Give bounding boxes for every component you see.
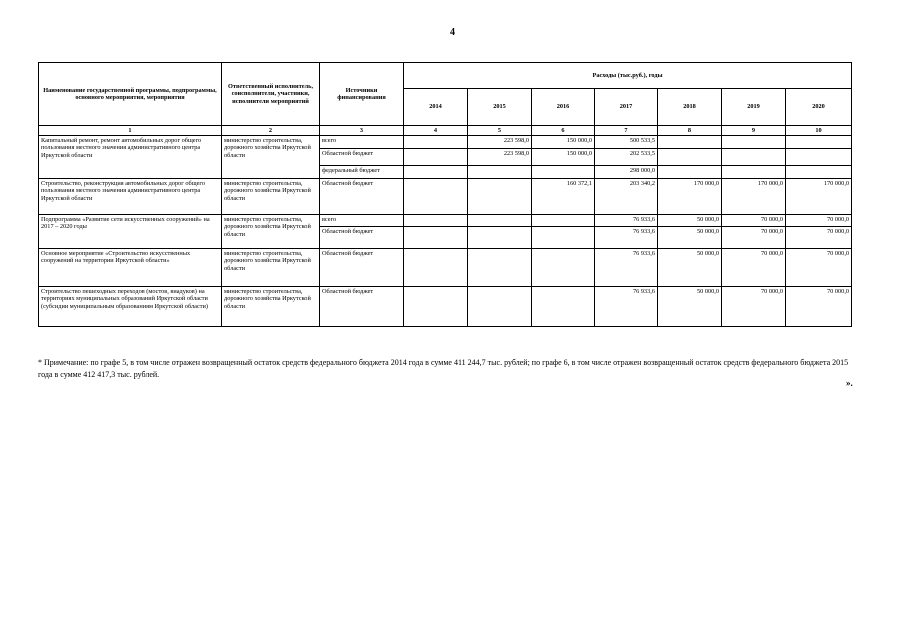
row-value — [404, 136, 468, 149]
row-value: 70 000,0 — [722, 249, 786, 287]
row-value: 150 000,0 — [532, 136, 595, 149]
row-value: 223 598,0 — [468, 149, 532, 166]
header-executor: Ответственный исполнитель, соисполнители, участники, исполнители мероприятий — [222, 63, 320, 126]
header-year: 2019 — [722, 89, 786, 126]
row-value: 50 000,0 — [658, 227, 722, 249]
row-value — [786, 149, 852, 166]
row-value — [532, 215, 595, 227]
row-value — [658, 149, 722, 166]
row-value — [468, 166, 532, 179]
row-value: 50 000,0 — [658, 249, 722, 287]
row-value — [468, 179, 532, 215]
row-source: всего — [320, 215, 404, 227]
row-value: 76 933,6 — [595, 215, 658, 227]
row-value: 76 933,6 — [595, 287, 658, 327]
row-value — [786, 136, 852, 149]
row-value — [404, 249, 468, 287]
row-value: 223 598,0 — [468, 136, 532, 149]
column-number: 8 — [658, 126, 722, 136]
header-year: 2020 — [786, 89, 852, 126]
column-number: 5 — [468, 126, 532, 136]
row-value — [532, 287, 595, 327]
row-value: 70 000,0 — [786, 249, 852, 287]
table-row — [39, 249, 852, 287]
header-year: 2018 — [658, 89, 722, 126]
row-value — [658, 166, 722, 179]
row-value — [532, 227, 595, 249]
row-value: 500 533,5 — [595, 136, 658, 149]
row-value — [722, 136, 786, 149]
header-year: 2016 — [532, 89, 595, 126]
table-row — [39, 179, 852, 215]
row-value: 76 933,6 — [595, 227, 658, 249]
row-executor: министерство строительства, дорожного хозяйства Иркутской области — [222, 249, 320, 287]
header-expenses: Расходы (тыс.руб.), годы — [404, 63, 852, 89]
page-number: 4 — [450, 27, 455, 38]
row-value — [532, 249, 595, 287]
row-value: 298 000,0 — [595, 166, 658, 179]
row-value — [532, 166, 595, 179]
table-row — [39, 215, 852, 227]
row-value: 70 000,0 — [722, 227, 786, 249]
row-source: Областной бюджет — [320, 149, 404, 166]
row-value: 70 000,0 — [786, 287, 852, 327]
row-value — [468, 227, 532, 249]
row-executor: министерство строительства, дорожного хозяйства Иркутской области — [222, 179, 320, 215]
row-value: 170 000,0 — [786, 179, 852, 215]
footnote: * Примечание: по графе 5, в том числе отражен возвращенный остаток средств федерального бюджета 2014 года в сумме 411 244,7 тыс. рублей; по графе 6, в том числе отражен возвращенный остаток средств федерального бюджета 2015 года в сумме 412 417,3 тыс. рублей. — [38, 358, 849, 379]
row-value — [658, 136, 722, 149]
row-name: Строительство, реконструкция автомобильных дорог общего пользования местного значения административного центра Иркутской области — [39, 179, 222, 215]
row-value: 203 340,2 — [595, 179, 658, 215]
column-number: 3 — [320, 126, 404, 136]
row-name: Строительство пешеходных переходов (мостов, виадуков) на территориях муниципальных образований Иркутской области (субсидии муниципальным образованиям Иркутской области) — [39, 287, 222, 327]
row-value: 170 000,0 — [722, 179, 786, 215]
row-source: Областной бюджет — [320, 179, 404, 215]
column-number: 7 — [595, 126, 658, 136]
row-value: 170 000,0 — [658, 179, 722, 215]
row-name: Основное мероприятие «Строительство искусственных сооружений на территории Иркутской области» — [39, 249, 222, 287]
column-number: 10 — [786, 126, 852, 136]
row-value — [404, 287, 468, 327]
row-source: всего — [320, 136, 404, 149]
row-value: 70 000,0 — [722, 215, 786, 227]
row-source: Областной бюджет — [320, 287, 404, 327]
row-value: 50 000,0 — [658, 287, 722, 327]
row-value: 150 000,0 — [532, 149, 595, 166]
row-value — [722, 166, 786, 179]
header-source: Источники финансирования — [320, 63, 404, 126]
row-value — [404, 215, 468, 227]
row-executor: министерство строительства, дорожного хозяйства Иркутской области — [222, 287, 320, 327]
row-source: Областной бюджет — [320, 227, 404, 249]
row-value — [468, 215, 532, 227]
row-value: 70 000,0 — [722, 287, 786, 327]
row-value — [404, 227, 468, 249]
column-number: 2 — [222, 126, 320, 136]
row-value: 70 000,0 — [786, 215, 852, 227]
row-executor: министерство строительства, дорожного хозяйства Иркутской области — [222, 136, 320, 179]
header-year: 2014 — [404, 89, 468, 126]
row-value — [722, 149, 786, 166]
header-year: 2015 — [468, 89, 532, 126]
table-row — [39, 287, 852, 327]
row-name: Подпрограмма «Развитие сети искусственных сооружений» на 2017 – 2020 годы — [39, 215, 222, 249]
closing-mark: ». — [846, 378, 853, 388]
row-value — [468, 249, 532, 287]
budget-table — [38, 62, 852, 327]
table-row — [39, 136, 852, 149]
row-value: 76 933,6 — [595, 249, 658, 287]
column-number: 4 — [404, 126, 468, 136]
row-value — [404, 179, 468, 215]
column-number: 1 — [39, 126, 222, 136]
row-executor: министерство строительства, дорожного хозяйства Иркутской области — [222, 215, 320, 249]
row-source: федеральный бюджет — [320, 166, 404, 179]
column-number: 9 — [722, 126, 786, 136]
row-value — [786, 166, 852, 179]
row-value: 160 372,1 — [532, 179, 595, 215]
row-name: Капитальный ремонт, ремонт автомобильных дорог общего пользования местного значения административного центра Иркутской области — [39, 136, 222, 179]
row-value: 50 000,0 — [658, 215, 722, 227]
header-name: Наименование государственной программы, подпрограммы, основного мероприятия, мероприятия — [39, 63, 222, 126]
row-value: 70 000,0 — [786, 227, 852, 249]
row-value — [468, 287, 532, 327]
header-year: 2017 — [595, 89, 658, 126]
row-value — [404, 166, 468, 179]
row-value — [404, 149, 468, 166]
row-source: Областной бюджет — [320, 249, 404, 287]
row-value: 202 533,5 — [595, 149, 658, 166]
column-number: 6 — [532, 126, 595, 136]
